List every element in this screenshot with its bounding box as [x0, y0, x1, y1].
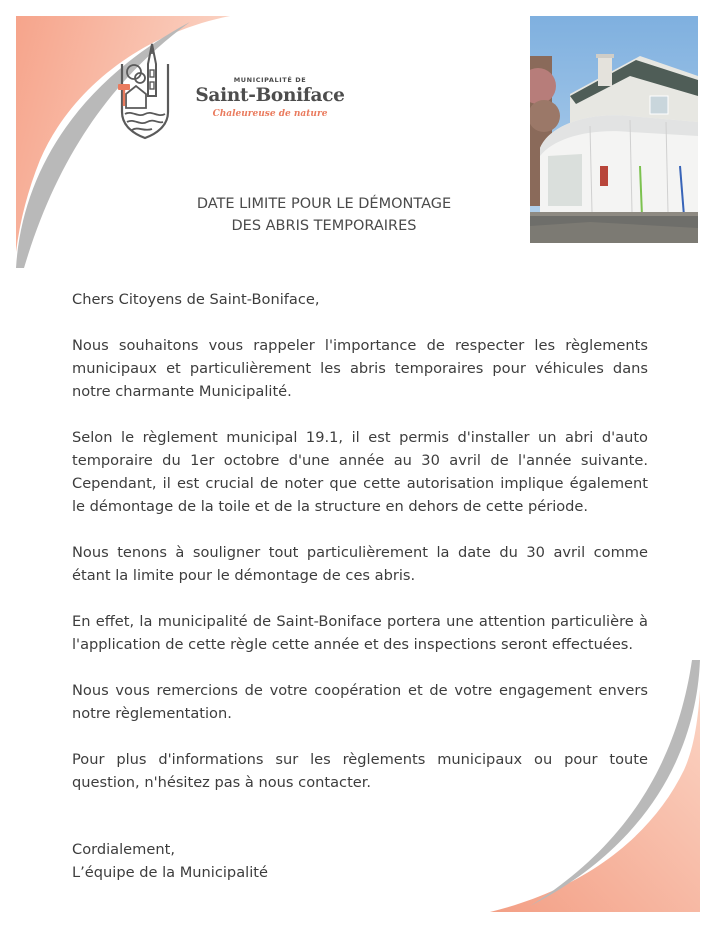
notice-title-line-2: DES ABRIS TEMPORAIRES: [231, 218, 417, 234]
letter-paragraph: Nous souhaitons vous rappeler l'importance de respecter les règlements municipaux et particulièrement les abris temporaires pour véhicules dans notre charmante Municipalité.: [72, 337, 648, 400]
municipality-logo: [112, 42, 352, 142]
logo-municipality-label: MUNICIPALITÉ DE: [233, 76, 307, 84]
notice-title: [140, 193, 508, 237]
letter-paragraph: Selon le règlement municipal 19.1, il est permis d'installer un abri d'auto temporaire du 1er octobre d'une année au 30 avril de l'année suivante. Cependant, il est crucial de noter que cette autorisation implique également le démontage de la toile et de la structure en dehors de cette période.: [72, 429, 648, 515]
temporary-shelter-photo: [530, 16, 698, 243]
notice-title-line-1: DATE LIMITE POUR LE DÉMONTAGE: [196, 196, 452, 212]
letter-paragraph: Nous tenons à souligner tout particulièrement la date du 30 avril comme étant la limite pour le démontage de ces abris.: [72, 544, 648, 584]
letter-paragraph: Pour plus d'informations sur les règlements municipaux ou pour toute question, n'hésitez pas à nous contacter.: [72, 751, 648, 791]
letter-paragraph: En effet, la municipalité de Saint-Boniface portera une attention particulière à l'application de cette règle cette année et des inspections seront effectuées.: [72, 613, 648, 653]
letter-body: [72, 288, 648, 817]
logo-tagline: Chaleureuse de nature: [212, 109, 328, 119]
letter-paragraph: Nous vous remercions de votre coopération et de votre engagement envers notre règlementation.: [72, 682, 648, 722]
letter-greeting: Chers Citoyens de Saint-Boniface,: [72, 291, 320, 308]
letter-signature: L’équipe de la Municipalité: [72, 864, 268, 881]
letter-closing-salutation: Cordialement,: [72, 841, 175, 858]
church-emblem-icon: [112, 42, 178, 142]
letter-closing: [72, 838, 268, 884]
shelter-photo-image: [530, 16, 698, 243]
logo-municipality-name: Saint-Boniface: [195, 85, 345, 106]
logo-wordmark: [190, 76, 350, 119]
